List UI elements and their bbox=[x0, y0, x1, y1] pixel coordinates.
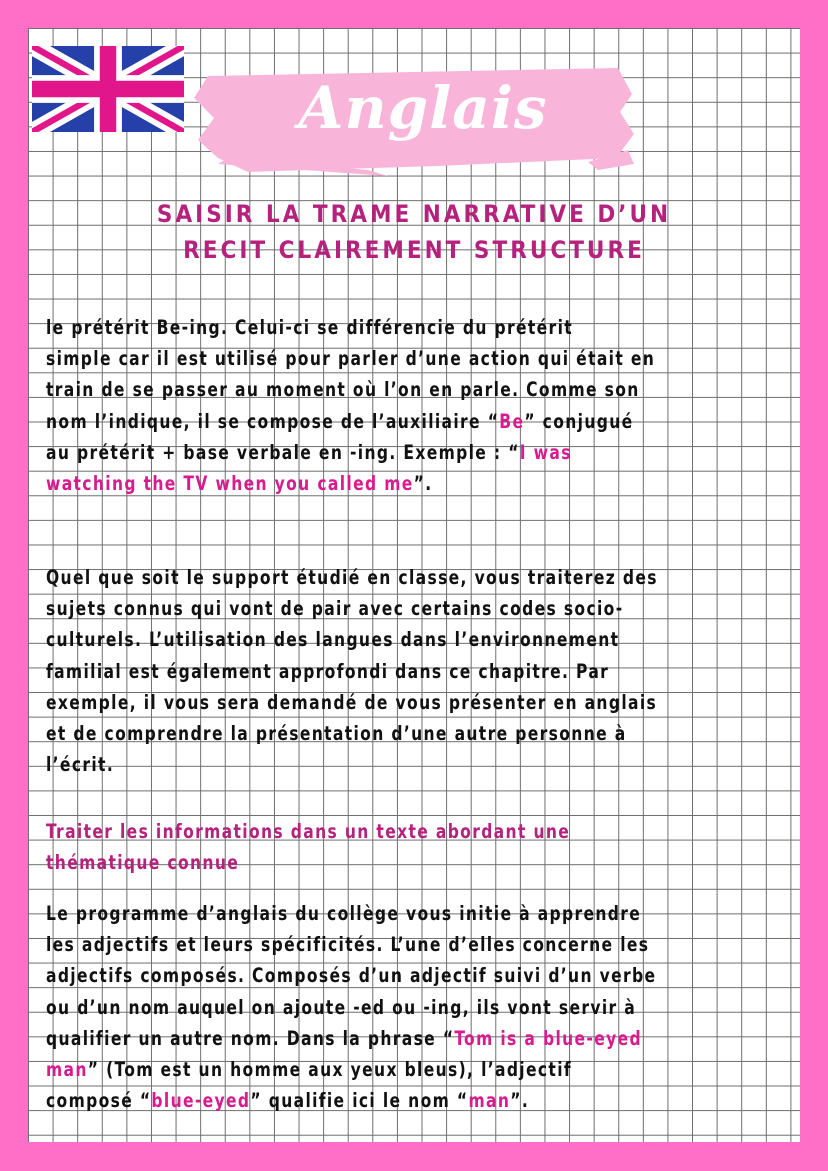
text-line bbox=[46, 406, 788, 437]
text-line bbox=[46, 1085, 788, 1116]
text-line bbox=[46, 1054, 788, 1085]
text-segment: nom l’indique, il se compose de l’auxiliaire “ bbox=[46, 409, 500, 433]
text-line: ou d’un nom auquel on ajoute -ed ou -ing, ils vont servir à bbox=[46, 995, 637, 1019]
text-line: l’écrit. bbox=[46, 753, 115, 777]
paragraph-preterit bbox=[46, 312, 788, 499]
highlight-be: Be bbox=[499, 409, 525, 433]
highlight-example: I was bbox=[519, 440, 572, 464]
text-line: et de comprendre la présentation d’une autre personne à bbox=[46, 722, 627, 746]
highlight-example: man bbox=[46, 1058, 88, 1082]
text-line: exemple, il vous sera demandé de vous présenter en anglais bbox=[46, 690, 658, 714]
grid-paper bbox=[28, 28, 800, 1142]
highlight-blue-eyed: blue-eyed bbox=[151, 1089, 251, 1113]
text-line bbox=[46, 468, 788, 499]
text-segment: ” qualifie ici le nom “ bbox=[250, 1089, 469, 1113]
page-title: Anglais bbox=[298, 74, 548, 142]
text-line: train de se passer au moment où l’on en parle. Comme son bbox=[46, 378, 640, 402]
text-segment: ” (Tom est un homme aux yeux bleus), l’adjectif bbox=[87, 1058, 572, 1082]
text-line: les adjectifs et leurs spécificités. L’une d’elles concerne les bbox=[46, 933, 650, 957]
text-line: familial est également approfondi dans ce chapitre. Par bbox=[46, 659, 610, 683]
text-segment: au prétérit + base verbale en -ing. Exemple : “ bbox=[46, 440, 520, 464]
text-line: culturels. L’utilisation des langues dans l’environnement bbox=[46, 628, 620, 652]
text-line: adjectifs composés. Composés d’un adjectif suivi d’un verbe bbox=[46, 964, 657, 988]
text-segment: qualifier un autre nom. Dans la phrase “ bbox=[46, 1026, 455, 1050]
text-segment: ” conjugué bbox=[524, 409, 634, 433]
text-line: le prétérit Be-ing. Celui-ci se différencie du prétérit bbox=[46, 316, 574, 339]
section-heading-line2: RECIT CLAIREMENT STRUCTURE bbox=[183, 236, 645, 264]
text-line: Le programme d’anglais du collège vous initie à apprendre bbox=[46, 902, 642, 925]
subheading-line: thématique connue bbox=[46, 851, 240, 875]
highlight-example: watching the TV when you called me bbox=[46, 472, 414, 496]
paragraph-support bbox=[46, 562, 788, 780]
highlight-example: Tom is a blue-eyed bbox=[454, 1026, 642, 1050]
paragraph-adjectifs bbox=[46, 898, 788, 1116]
text-line: Quel que soit le support étudié en classe, vous traiterez des bbox=[46, 566, 658, 589]
subheading-line: Traiter les informations dans un texte abordant une bbox=[46, 820, 571, 843]
highlight-man: man bbox=[468, 1089, 511, 1113]
text-line: simple car il est utilisé pour parler d’une action qui était en bbox=[46, 347, 656, 371]
text-segment: composé “ bbox=[46, 1089, 152, 1113]
subheading bbox=[46, 816, 788, 878]
uk-flag-icon bbox=[32, 46, 184, 132]
text-line: sujets connus qui vont de pair avec certains codes socio- bbox=[46, 597, 624, 621]
text-line bbox=[46, 437, 788, 468]
text-segment: ”. bbox=[510, 1089, 530, 1113]
text-line bbox=[46, 1023, 788, 1054]
text-segment: ”. bbox=[413, 472, 433, 496]
section-heading-line1: SAISIR LA TRAME NARRATIVE D’UN bbox=[156, 200, 672, 228]
